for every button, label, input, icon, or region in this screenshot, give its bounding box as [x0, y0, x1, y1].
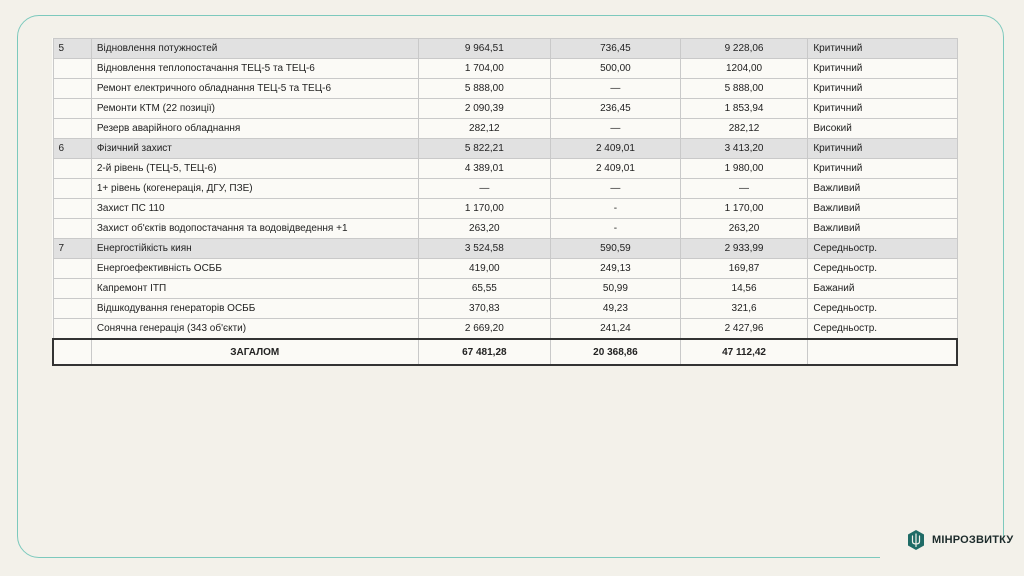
- row-priority: Середньостр.: [808, 239, 957, 259]
- row-index: [53, 279, 91, 299]
- row-priority: Важливий: [808, 199, 957, 219]
- row-value-1: 419,00: [418, 259, 551, 279]
- row-value-3: 2 933,99: [680, 239, 808, 259]
- row-priority: Критичний: [808, 99, 957, 119]
- total-label: ЗАГАЛОМ: [91, 339, 418, 365]
- row-value-2: 2 409,01: [551, 159, 681, 179]
- row-value-3: 3 413,20: [680, 139, 808, 159]
- row-value-3: 1 170,00: [680, 199, 808, 219]
- row-value-1: 282,12: [418, 119, 551, 139]
- group-row: [53, 39, 957, 59]
- row-index: [53, 179, 91, 199]
- row-value-1: 2 669,20: [418, 319, 551, 340]
- row-value-1: 1 170,00: [418, 199, 551, 219]
- row-value-1: 370,83: [418, 299, 551, 319]
- budget-table: [52, 38, 958, 366]
- row-value-2: -: [551, 219, 681, 239]
- row-value-3: 14,56: [680, 279, 808, 299]
- row-value-2: 241,24: [551, 319, 681, 340]
- row-priority: Високий: [808, 119, 957, 139]
- row-priority: Середньостр.: [808, 259, 957, 279]
- row-priority: Критичний: [808, 39, 957, 59]
- row-name: Капремонт ІТП: [91, 279, 418, 299]
- row-value-3: 1 980,00: [680, 159, 808, 179]
- row-value-3: 5 888,00: [680, 79, 808, 99]
- row-value-3: 282,12: [680, 119, 808, 139]
- row-name: Відновлення теплопостачання ТЕЦ-5 та ТЕЦ-6: [91, 59, 418, 79]
- row-value-3: —: [680, 179, 808, 199]
- row-priority: Критичний: [808, 159, 957, 179]
- row-value-3: 263,20: [680, 219, 808, 239]
- row-priority: Середньостр.: [808, 299, 957, 319]
- row-value-2: —: [551, 79, 681, 99]
- row-value-1: 5 822,21: [418, 139, 551, 159]
- row-value-3: 9 228,06: [680, 39, 808, 59]
- group-row: [53, 239, 957, 259]
- row-priority: Критичний: [808, 59, 957, 79]
- row-value-3: 169,87: [680, 259, 808, 279]
- row-name: Захист об'єктів водопостачання та водовідведення +1: [91, 219, 418, 239]
- row-name: Захист ПС 110: [91, 199, 418, 219]
- row-priority: Середньостр.: [808, 319, 957, 340]
- total-row: [53, 339, 957, 365]
- table-row: [53, 279, 957, 299]
- table-row: [53, 219, 957, 239]
- row-priority: Важливий: [808, 219, 957, 239]
- row-value-2: —: [551, 119, 681, 139]
- table-body: [53, 39, 957, 340]
- table-row: [53, 319, 957, 340]
- total-idx-cell: [53, 339, 91, 365]
- row-index: [53, 119, 91, 139]
- row-value-1: 5 888,00: [418, 79, 551, 99]
- row-name: 1+ рівень (когенерація, ДГУ, ПЗЕ): [91, 179, 418, 199]
- total-value-3: 47 112,42: [680, 339, 808, 365]
- row-value-1: 2 090,39: [418, 99, 551, 119]
- row-index: [53, 299, 91, 319]
- row-value-2: -: [551, 199, 681, 219]
- row-value-2: 736,45: [551, 39, 681, 59]
- row-name: Сонячна генерація (343 об'єкти): [91, 319, 418, 340]
- row-value-1: 3 524,58: [418, 239, 551, 259]
- row-value-3: 2 427,96: [680, 319, 808, 340]
- row-value-2: 236,45: [551, 99, 681, 119]
- table-row: [53, 119, 957, 139]
- row-value-1: 9 964,51: [418, 39, 551, 59]
- table-row: [53, 199, 957, 219]
- table-row: [53, 299, 957, 319]
- row-value-3: 1 853,94: [680, 99, 808, 119]
- table-row: [53, 159, 957, 179]
- row-value-2: 249,13: [551, 259, 681, 279]
- row-value-2: 590,59: [551, 239, 681, 259]
- row-index: [53, 99, 91, 119]
- row-index: 5: [53, 39, 91, 59]
- table-row: [53, 79, 957, 99]
- total-priority-cell: [808, 339, 957, 365]
- row-value-1: 1 704,00: [418, 59, 551, 79]
- row-index: [53, 59, 91, 79]
- row-name: Ремонт електричного обладнання ТЕЦ-5 та ТЕЦ-6: [91, 79, 418, 99]
- table-row: [53, 59, 957, 79]
- table-row: [53, 179, 957, 199]
- row-name: Енергостійкість киян: [91, 239, 418, 259]
- row-name: Відшкодування генераторів ОСББ: [91, 299, 418, 319]
- row-value-2: 50,99: [551, 279, 681, 299]
- row-index: 6: [53, 139, 91, 159]
- table-row: [53, 99, 957, 119]
- row-priority: Критичний: [808, 79, 957, 99]
- row-value-2: 49,23: [551, 299, 681, 319]
- row-name: Ремонти КТМ (22 позиції): [91, 99, 418, 119]
- row-name: Енергоефективність ОСББ: [91, 259, 418, 279]
- row-index: [53, 199, 91, 219]
- row-index: [53, 259, 91, 279]
- row-value-2: 500,00: [551, 59, 681, 79]
- row-value-1: 263,20: [418, 219, 551, 239]
- logo-text: МІНРОЗВИТКУ: [932, 534, 1014, 546]
- row-value-1: 4 389,01: [418, 159, 551, 179]
- group-row: [53, 139, 957, 159]
- row-priority: Бажаний: [808, 279, 957, 299]
- ministry-logo: [906, 529, 1013, 551]
- row-name: 2-й рівень (ТЕЦ-5, ТЕЦ-6): [91, 159, 418, 179]
- table-row: [53, 259, 957, 279]
- row-value-2: —: [551, 179, 681, 199]
- row-name: Резерв аварійного обладнання: [91, 119, 418, 139]
- row-index: [53, 319, 91, 340]
- row-index: [53, 79, 91, 99]
- row-name: Відновлення потужностей: [91, 39, 418, 59]
- total-value-1: 67 481,28: [418, 339, 551, 365]
- trident-shield-icon: [906, 529, 926, 551]
- row-value-3: 1204,00: [680, 59, 808, 79]
- row-value-2: 2 409,01: [551, 139, 681, 159]
- total-value-2: 20 368,86: [551, 339, 681, 365]
- row-priority: Критичний: [808, 139, 957, 159]
- row-index: 7: [53, 239, 91, 259]
- row-index: [53, 219, 91, 239]
- row-priority: Важливий: [808, 179, 957, 199]
- row-value-1: 65,55: [418, 279, 551, 299]
- row-value-3: 321,6: [680, 299, 808, 319]
- row-value-1: —: [418, 179, 551, 199]
- row-index: [53, 159, 91, 179]
- row-name: Фізичний захист: [91, 139, 418, 159]
